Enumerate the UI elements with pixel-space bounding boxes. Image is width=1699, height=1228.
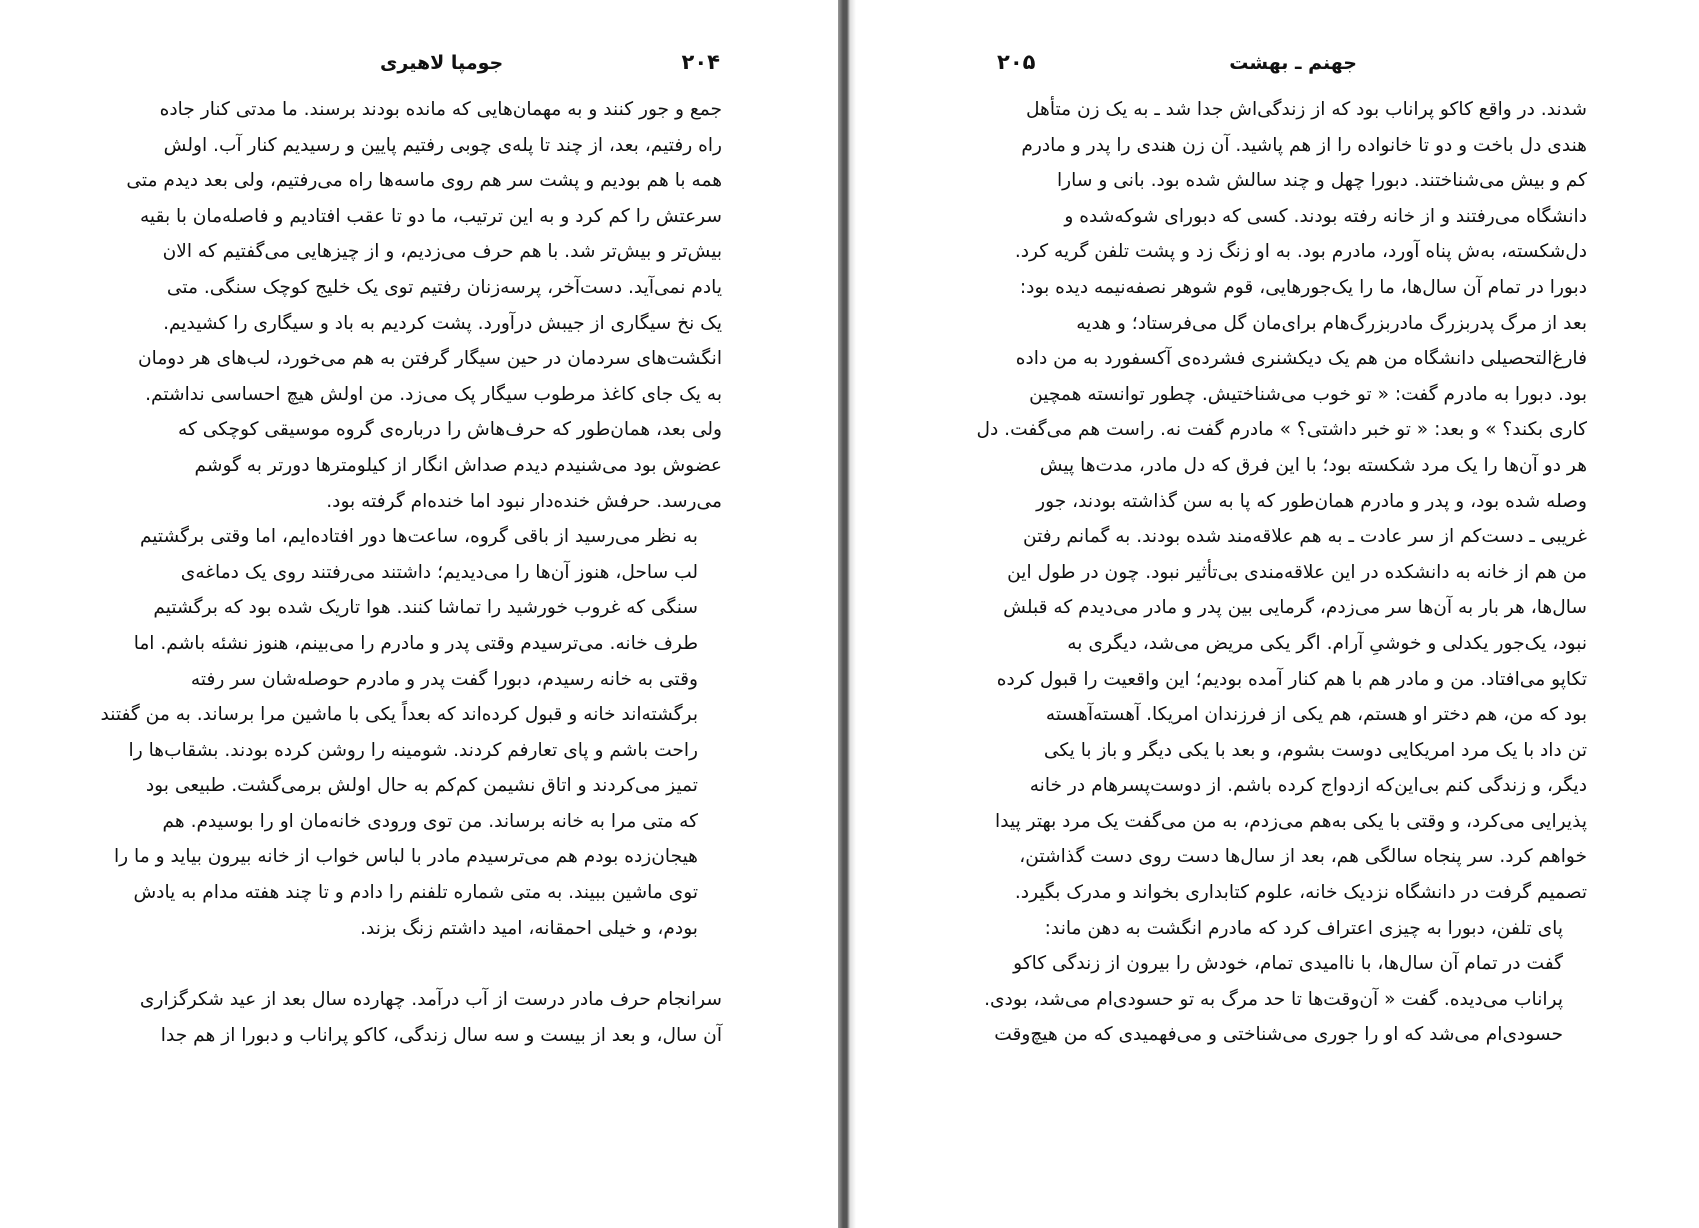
text-line: سال‌ها، هر بار به آن‌ها سر می‌زدم، گرمایی بین پدر و مادر می‌دیدم که قبلش [1003, 597, 1587, 619]
text-line: همه با هم بودیم و پشت سر هم روی ماسه‌ها راه می‌رفتیم، ولی بعد دیدم متی [126, 170, 722, 192]
text-line: بود که من، هم دختر او هستم، هم یکی از فرزندان امریکا. آهسته‌آهسته [1045, 704, 1587, 726]
text-line: خواهم کرد. سر پنجاه سالگی هم، بعد از سال‌ها دست روی دست گذاشتن، [1019, 846, 1587, 868]
left-running-title: جومپا لاهیری [380, 52, 504, 74]
paragraph [984, 911, 1587, 1053]
text-line: به یک جای کاغذ مرطوب سیگار پک می‌زد. من اولش هیچ احساسی نداشتم. [145, 383, 722, 405]
text-line: دانشگاه می‌رفتند و از خانه رفته بودند. کسی که دبورای شوکه‌شده و [1064, 205, 1587, 227]
text-line: راه رفتیم، بعد، از چند تا پله‌ی چوبی رفتیم پایین و رسیدیم کنار آب. اولش [163, 134, 722, 156]
text-line: می‌رسد. حرفش خنده‌دار نبود اما خنده‌ام گرفته بود. [326, 490, 722, 512]
text-line: وصله شده بود، و پدر و مادرم همان‌طور که پا به سن گذاشته بودند، جور [1036, 490, 1587, 512]
text-line: تصمیم گرفت در دانشگاه نزدیک خانه، علوم کتابداری بخواند و مدرک بگیرد. [1014, 882, 1587, 904]
text-line: ولی بعد، همان‌طور که حرف‌هاش را درباره‌ی گروه موسیقی کوچکی که [178, 419, 722, 441]
text-line: هندی دل باخت و دو تا خانواده را از هم پاشید. آن زن هندی را پدر و مادرم [1021, 134, 1587, 156]
text-line: تکاپو می‌افتاد. من و مادر هم با هم کنار آمده بودیم؛ این واقعیت را قبول کرده [996, 668, 1587, 690]
left-page [0, 0, 838, 1228]
book-gutter [838, 0, 862, 1228]
paragraph [122, 982, 722, 1053]
text-line: بود. دبورا به مادرم گفت: « تو خوب می‌شناختیش. چطور توانسته همچین [1029, 383, 1587, 405]
text-line: بعد از مرگ پدربزرگ مادربزرگ‌هام برای‌مان گل می‌فرستاد؛ و هدیه [1076, 312, 1587, 334]
text-line: پای تلفن، دبورا به چیزی اعتراف کرد که مادرم انگشت به دهن ماند: [1044, 917, 1563, 939]
text-line: گفت در تمام آن سال‌ها، با ناامیدی تمام، خودش را بیرون از زندگی کاکو [1013, 953, 1563, 975]
text-line: راحت باشم و پای تعارفم کردند. شومینه را روشن کرده بودند. بشقاب‌ها را [128, 739, 698, 761]
text-line: یادم نمی‌آید. دست‌آخر، پرسه‌زنان رفتیم توی یک خلیج کوچک سنگی. متی [166, 276, 722, 298]
text-line: فارغ‌التحصیلی دانشگاه من هم یک دیکشنری فشرده‌ی آکسفورد به من داده [1015, 348, 1587, 370]
text-line: برگشته‌اند خانه و قبول کرده‌اند که بعداً یکی با ماشین مرا برساند. به من گفتند [100, 704, 698, 726]
text-line: هیجان‌زده بودم هم می‌ترسیدم مادر با لباس خواب از خانه بیرون بیاید و ما را [114, 846, 698, 868]
text-line: عضوش بود می‌شنیدم دیدم صداش انگار از کیلومترها دورتر به گوشم [194, 454, 722, 476]
text-line: سرانجام حرف مادر درست از آب درآمد. چهارده سال بعد از عید شکرگزاری [139, 989, 722, 1011]
left-page-number: ۲۰۴ [681, 50, 720, 74]
text-line: بیش‌تر و بیش‌تر شد. با هم حرف می‌زدیم، و از چیزهایی می‌گفتیم که الان [162, 241, 722, 263]
text-line: پراناب می‌دیده. گفت « آن‌وقت‌ها تا حد مرگ به تو حسودی‌ام می‌شد، بودی. [984, 988, 1563, 1010]
text-line: بودم، و خیلی احمقانه، امید داشتم زنگ بزند. [360, 917, 698, 939]
text-line: دل‌شکسته، به‌ش پناه آورد، مادرم بود. به او زنگ زد و پشت تلفن گریه کرد. [1014, 241, 1587, 263]
right-running-title: جهنم ـ بهشت [1229, 52, 1357, 74]
text-line: دیگر، و زندگی کنم بی‌این‌که ازدواج کرده باشم. از دوست‌پسرهام در خانه [1029, 775, 1587, 797]
text-line: نبود، یک‌جور یکدلی و خوشیِ آرام. اگر یکی مریض می‌شد، دیگری به [1067, 632, 1587, 654]
right-page-header [997, 52, 1357, 82]
text-line: وقتی به خانه رسیدم، دبورا گفت پدر و مادرم حوصله‌شان سر رفته [190, 668, 698, 690]
text-line: من هم از خانه به دانشکده در این علاقه‌مندی بی‌تأثیر نبود. چون در طول این [1007, 561, 1587, 583]
text-line: به نظر می‌رسید از باقی گروه، ساعت‌ها دور افتاده‌ایم، اما وقتی برگشتیم [139, 526, 698, 548]
text-line: انگشت‌های سردمان در حین سیگار گرفتن به هم می‌خورد، لب‌های هر دومان [138, 348, 722, 370]
right-page-number: ۲۰۵ [997, 50, 1036, 74]
text-line: حسودی‌ام می‌شد که او را جوری می‌شناختی و می‌فهمیدی که من هیچ‌وقت [994, 1024, 1563, 1046]
left-page-body [100, 92, 722, 1053]
text-line: آن سال، و بعد از بیست و سه سال زندگی، کاکو پراناب و دبورا از هم جدا [160, 1024, 722, 1046]
section-break [122, 946, 722, 982]
text-line: سنگی که غروب خورشید را تماشا کنند. هوا تاریک شده بود که برگشتیم [153, 597, 698, 619]
text-line: سرعتش را کم کرد و به این ترتیب، ما دو تا عقب افتادیم و فاصله‌مان با بقیه [139, 205, 722, 227]
right-page-body [976, 92, 1587, 1053]
text-line: هر دو آن‌ها را یک مرد شکسته بود؛ با این فرق که دل مادر، مدت‌ها پیش [1039, 454, 1587, 476]
paragraph [976, 92, 1587, 911]
text-line: جمع و جور کنند و به مهمان‌هایی که مانده بودند برسند. ما مدتی کنار جاده [159, 99, 722, 120]
paragraph [100, 519, 722, 946]
text-line: غریبی ـ دست‌کم از سر عادت ـ به هم علاقه‌مند شده بودند. به گمانم رفتن [1022, 526, 1587, 548]
paragraph [122, 92, 722, 519]
text-line: تن داد با یک مرد امریکایی دوست بشوم، و بعد با یکی دیگر و باز با یکی [1043, 739, 1587, 761]
text-line: شدند. در واقع کاکو پراناب بود که از زندگی‌اش جدا شد ـ به یک زن متأهل [1025, 99, 1587, 120]
text-line: طرف خانه. می‌ترسیدم وقتی پدر و مادرم را می‌بینم، هنوز نشئه باشم. اما [133, 632, 698, 654]
text-line: کاری بکند؟ » و بعد: « تو خبر داشتی؟ » مادرم گفت نه. راست هم می‌گفت. دل [976, 419, 1587, 441]
text-line: دبورا در تمام آن سال‌ها، ما را یک‌جورهایی، قوم شوهر نصفه‌نیمه دیده بود: [1019, 276, 1587, 298]
text-line: یک نخ سیگاری از جیبش درآورد. پشت کردیم به باد و سیگاری را کشیدیم. [163, 312, 722, 334]
right-page [862, 0, 1699, 1228]
text-line: توی ماشین ببیند. به متی شماره تلفنم را دادم و تا چند هفته مدام به یادش [133, 882, 698, 904]
left-page-header [360, 52, 720, 82]
text-line: لب ساحل، هنوز آن‌ها را می‌دیدیم؛ داشتند می‌رفتند روی یک دماغه‌ی [180, 561, 698, 583]
text-line: که متی مرا به خانه برساند. من توی ورودی خانه‌مان او را بوسیدم. هم [162, 810, 698, 832]
text-line: پذیرایی می‌کرد، و وقتی با یکی به‌هم می‌زدم، به من می‌گفت یک مرد بهتر پیدا [995, 810, 1587, 832]
text-line: تمیز می‌کردند و اتاق نشیمن کم‌کم به حال اولش برمی‌گشت. طبیعی بود [145, 775, 698, 797]
text-line: کم و بیش می‌شناختند. دبورا چهل و چند سالش شده بود. بانی و سارا [1057, 170, 1587, 192]
